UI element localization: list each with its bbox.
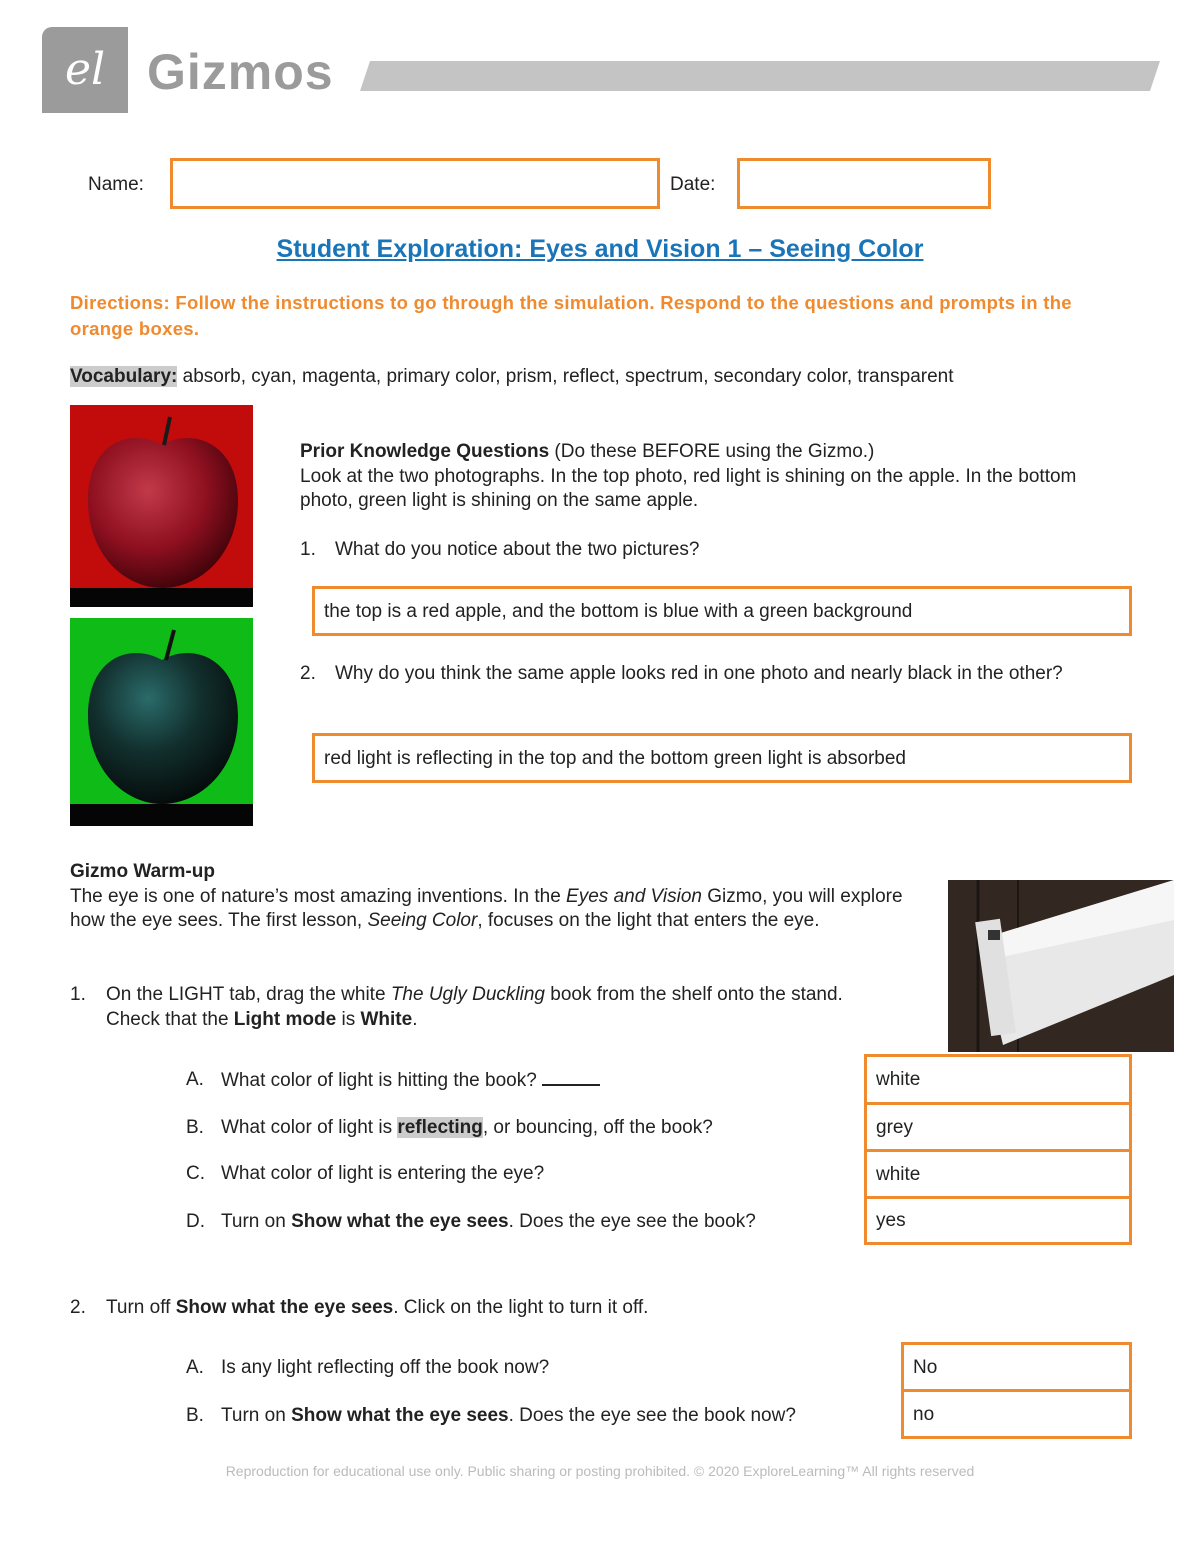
warmup-section <box>70 860 920 934</box>
warmup-intro-gizmo-name: Eyes and Vision <box>566 885 702 907</box>
prior-a1-box[interactable] <box>312 586 1132 636</box>
warmup-1d-answer: yes <box>876 1210 906 1231</box>
date-label: Date: <box>670 174 716 195</box>
warmup-1b-text: What color of light is <box>221 1117 398 1138</box>
warmup-q1-text-2: book from the shelf onto the stand. Check that the <box>106 984 843 1030</box>
warmup-q1 <box>106 983 856 1032</box>
date-value <box>740 161 988 206</box>
warmup-1d-letter: D. <box>186 1211 205 1232</box>
red-apple-photo <box>70 405 253 607</box>
warmup-q2-text: Turn off <box>106 1297 176 1318</box>
warmup-1a-text: What color of light is hitting the book? <box>221 1070 543 1091</box>
answer-blank-line <box>542 1068 600 1086</box>
warmup-2a-letter: A. <box>186 1357 204 1378</box>
prior-q1-number: 1. <box>300 539 316 560</box>
warmup-q2-bold: Show what the eye sees <box>175 1297 394 1318</box>
warmup-1c-letter: C. <box>186 1163 205 1184</box>
warmup-q1-text-4: . <box>412 1008 418 1030</box>
name-value <box>173 161 657 206</box>
explorelearning-logo-mark: el <box>64 44 106 95</box>
warmup-intro-lesson-name: Seeing Color <box>367 910 478 931</box>
date-field[interactable] <box>737 158 991 209</box>
prior-intro: Look at the two photographs. In the top photo, red light is shining on the apple. In the bottom photo, green light is shining on the same apple. <box>300 465 1077 511</box>
prior-a1: the top is a red apple, and the bottom is blue with a green background <box>324 600 913 622</box>
prior-q1: What do you notice about the two pictures? <box>335 539 700 560</box>
warmup-1a-answer-box[interactable] <box>864 1054 1132 1105</box>
warmup-2a-answer-box[interactable] <box>901 1342 1132 1392</box>
prior-a2-box[interactable] <box>312 733 1132 783</box>
gizmo-screenshot <box>948 880 1174 1052</box>
vocabulary-terms: absorb, cyan, magenta, primary color, prism, reflect, spectrum, secondary color, transparent <box>177 366 954 387</box>
warmup-q2-number: 2. <box>70 1297 86 1318</box>
warmup-1d-question <box>221 1210 756 1235</box>
warmup-2b-answer: no <box>913 1403 935 1425</box>
warmup-1d-bold: Show what the eye sees <box>291 1211 509 1232</box>
name-label: Name: <box>88 174 144 195</box>
vocabulary <box>70 365 954 389</box>
prior-a2: red light is reflecting in the top and the bottom green light is absorbed <box>324 747 906 769</box>
warmup-2b-answer-box[interactable] <box>901 1389 1132 1439</box>
page-title: Student Exploration: Eyes and Vision 1 – Seeing Color <box>276 235 924 263</box>
warmup-2b-letter: B. <box>186 1405 204 1426</box>
warmup-2b-text: Turn on <box>221 1405 292 1426</box>
prior-knowledge <box>300 440 1120 514</box>
warmup-1b-answer-box[interactable] <box>864 1102 1132 1153</box>
warmup-q1-text: On the LIGHT tab, drag the white <box>106 984 391 1005</box>
warmup-1c-answer-box[interactable] <box>864 1149 1132 1200</box>
warmup-q2-text-2: . Click on the light to turn it off. <box>393 1297 649 1318</box>
warmup-1d-text: Turn on <box>221 1211 292 1232</box>
warmup-1b-highlight: reflecting <box>397 1117 483 1138</box>
warmup-q1-white: White <box>360 1008 413 1030</box>
warmup-intro <box>70 885 920 934</box>
warmup-1b-text-2: , or bouncing, off the book? <box>482 1117 713 1138</box>
warmup-1a-answer: white <box>876 1069 921 1090</box>
warmup-q1-book: The Ugly Duckling <box>390 984 545 1005</box>
warmup-1b-letter: B. <box>186 1117 204 1138</box>
directions: Directions: Follow the instructions to go through the simulation. Respond to the questions and prompts in the orange boxes. <box>70 292 1072 339</box>
header-bar <box>360 61 1160 91</box>
warmup-2b-question <box>221 1404 796 1429</box>
warmup-q1-number: 1. <box>70 984 86 1005</box>
warmup-1b-answer: grey <box>876 1117 913 1138</box>
logo <box>42 27 128 113</box>
warmup-2b-bold: Show what the eye sees <box>291 1405 509 1426</box>
warmup-heading: Gizmo Warm-up <box>70 861 215 882</box>
warmup-q1-light-mode: Light mode <box>233 1008 337 1030</box>
warmup-2a-answer: No <box>913 1356 938 1378</box>
warmup-2a-question: Is any light reflecting off the book now? <box>221 1357 550 1378</box>
warmup-1a-letter: A. <box>186 1069 204 1090</box>
prior-heading-line <box>300 440 1120 465</box>
warmup-1d-answer-box[interactable] <box>864 1196 1132 1245</box>
warmup-1d-text-2: . Does the eye see the book? <box>508 1211 756 1232</box>
prior-heading-note: (Do these BEFORE using the Gizmo.) <box>549 441 875 462</box>
warmup-q2 <box>106 1296 648 1321</box>
warmup-2b-text-2: . Does the eye see the book now? <box>508 1405 796 1426</box>
warmup-intro-text: The eye is one of nature’s most amazing inventions. In the <box>70 885 567 907</box>
logo-text: Gizmos <box>147 44 334 100</box>
warmup-1a-question <box>221 1068 600 1094</box>
warmup-1c-question: What color of light is entering the eye? <box>221 1163 545 1184</box>
prior-q2-number: 2. <box>300 663 316 684</box>
warmup-1b-question <box>221 1116 713 1141</box>
footer: Reproduction for educational use only. Public sharing or posting prohibited. © 2020 ExploreLearning™ All rights reserved <box>225 1463 975 1479</box>
warmup-q1-text-3: is <box>336 1008 361 1030</box>
prior-heading: Prior Knowledge Questions <box>300 441 550 462</box>
warmup-1c-answer: white <box>876 1164 921 1185</box>
vocabulary-heading: Vocabulary: <box>70 366 178 387</box>
name-field[interactable] <box>170 158 660 209</box>
green-apple-photo <box>70 618 253 826</box>
prior-q2: Why do you think the same apple looks red in one photo and nearly black in the other? <box>335 663 1063 684</box>
warmup-intro-text-3: , focuses on the light that enters the eye. <box>477 910 820 931</box>
warmup-intro-text-2: Gizmo, you will explore how the eye sees. The first lesson, <box>70 885 903 931</box>
